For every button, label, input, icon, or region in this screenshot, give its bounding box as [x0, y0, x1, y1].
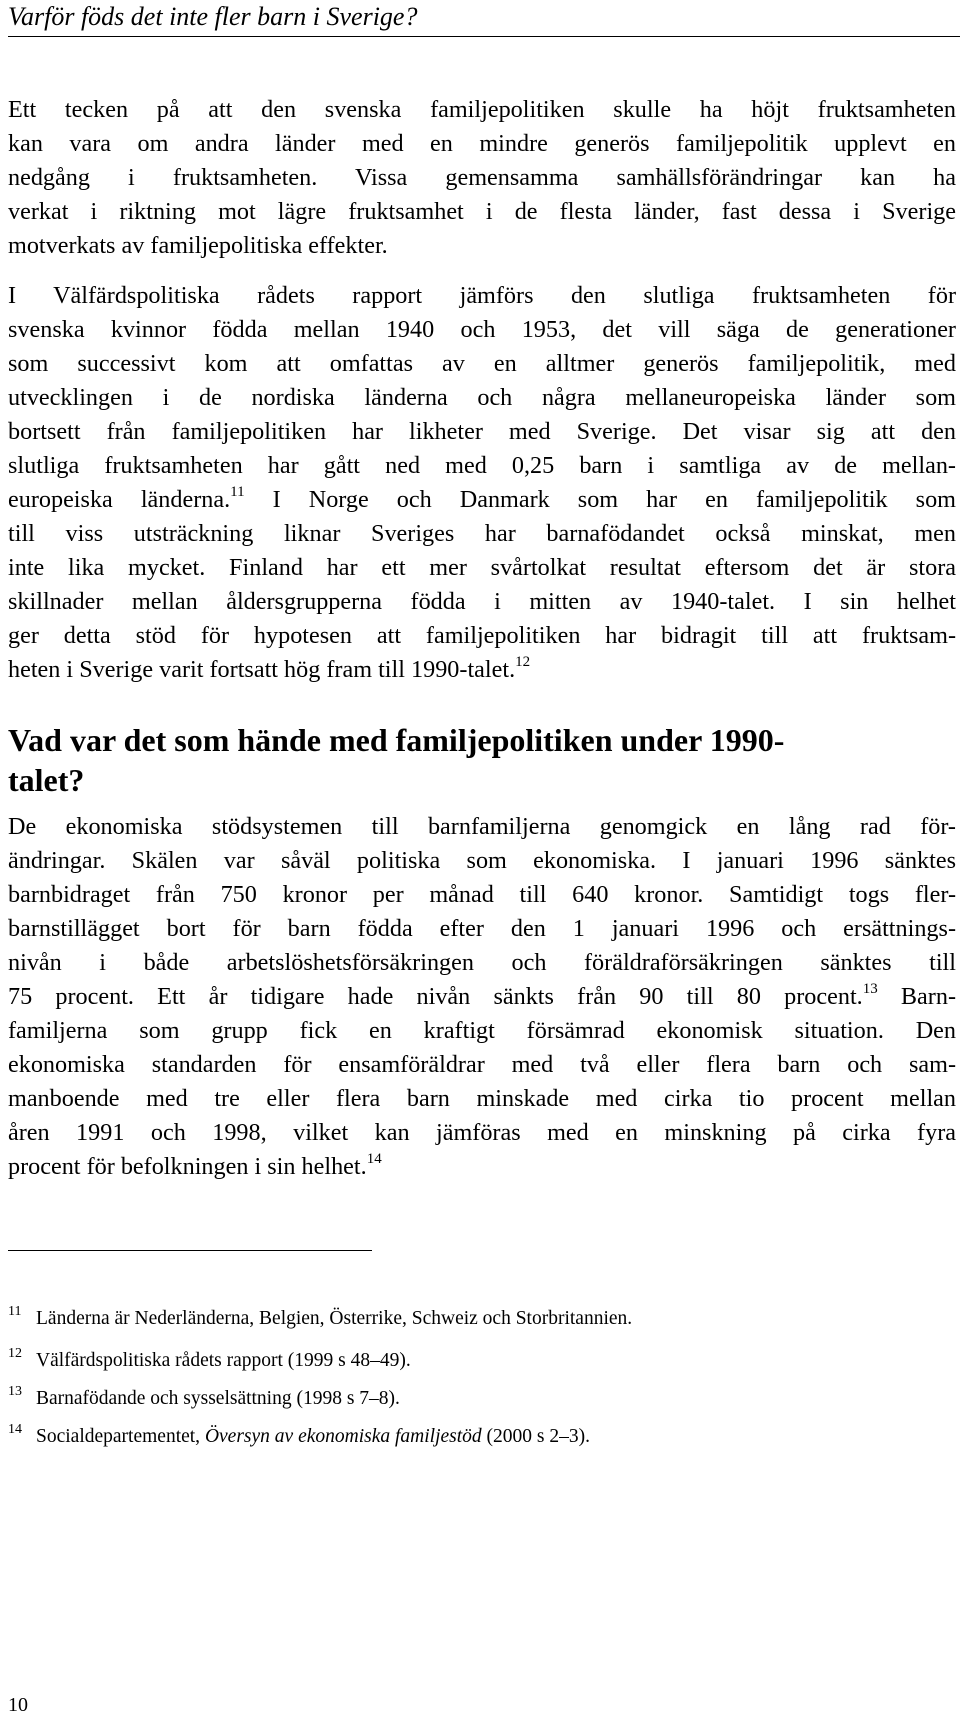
footnote-13 [8, 1386, 956, 1414]
running-header-title: Varför föds det inte fler barn i Sverige? [8, 2, 418, 31]
footnote-number: 13 [8, 1384, 22, 1399]
paragraph-2 [8, 279, 956, 687]
footnote-ref-12[interactable]: 12 [515, 653, 531, 670]
paragraph-line: verkat i riktning mot lägre fruktsamhet i de flesta länder, fast dessa i Sverige [8, 198, 956, 225]
paragraph-line [8, 1150, 956, 1184]
paragraph-line: De ekonomiska stödsystemen till barnfamiljerna genomgick en lång rad för- [8, 813, 956, 840]
footnote-text: (2000 s 2–3). [481, 1426, 590, 1447]
paragraph-line: barnbidraget från 750 kronor per månad till 640 kronor. Samtidigt togs fler- [8, 881, 956, 908]
footnote-text: Länderna är Nederländerna, Belgien, Österrike, Schweiz och Storbritannien. [36, 1308, 633, 1329]
paragraph-line: inte lika mycket. Finland har ett mer svårtolkat resultat eftersom det är stora [8, 554, 956, 581]
paragraph-line [8, 653, 956, 687]
paragraph-1 [8, 93, 956, 263]
footnote-text: Välfärdspolitiska rådets rapport (1999 s 48–49). [36, 1350, 411, 1371]
section-heading-line: talet? [8, 762, 85, 798]
paragraph-line: kan vara om andra länder med en mindre generös familjepolitik upplevt en [8, 130, 956, 157]
footnote-text: Socialdepartementet, [36, 1426, 205, 1447]
paragraph-line: som successivt kom att omfattas av en alltmer generös familjepolitik, med [8, 350, 956, 377]
paragraph-text: I Norge och Danmark som har en familjepolitik som [244, 486, 956, 513]
footnote-number: 11 [8, 1304, 22, 1319]
section-heading [8, 720, 958, 800]
footnote-number: 12 [8, 1346, 22, 1361]
section-heading-line: Vad var det som hände med familjepolitiken under 1990- [8, 722, 785, 758]
footnote-text: Barnafödande och sysselsättning (1998 s 7–8). [36, 1388, 400, 1409]
footnote-ref-13[interactable]: 13 [862, 980, 878, 997]
paragraph-line: ändringar. Skälen var såväl politiska som ekonomiska. I januari 1996 sänktes [8, 847, 956, 874]
footnote-number: 14 [8, 1422, 22, 1437]
paragraph-line: åren 1991 och 1998, vilket kan jämföras med en minskning på cirka fyra [8, 1119, 956, 1146]
running-header [8, 0, 960, 37]
paragraph-line: I Välfärdspolitiska rådets rapport jämförs den slutliga fruktsamheten för [8, 282, 956, 309]
paragraph-text: europeiska länderna. [8, 486, 231, 513]
paragraph-line: Ett tecken på att den svenska familjepolitiken skulle ha höjt fruktsamheten [8, 96, 956, 123]
footnote-title-italic: Översyn av ekonomiska familjestöd [204, 1426, 482, 1447]
footnote-12 [8, 1348, 956, 1376]
paragraph-line: manboende med tre eller flera barn minskade med cirka tio procent mellan [8, 1085, 956, 1112]
paragraph-line: skillnader mellan åldersgrupperna födda i mitten av 1940-talet. I sin helhet [8, 588, 956, 615]
paragraph-line: svenska kvinnor födda mellan 1940 och 1953, det vill säga de generationer [8, 316, 956, 343]
paragraph-line: nivån i både arbetslöshetsförsäkringen och föräldraförsäkringen sänktes till [8, 949, 956, 976]
footnote-divider [8, 1250, 372, 1251]
paragraph-line: familjerna som grupp fick en kraftigt försämrad ekonomisk situation. Den [8, 1017, 956, 1044]
paragraph-line: ekonomiska standarden för ensamföräldrar med två eller flera barn och sam- [8, 1051, 956, 1078]
paragraph-text: 75 procent. Ett år tidigare hade nivån sänkts från 90 till 80 procent. [8, 983, 863, 1010]
paragraph-line: utvecklingen i de nordiska länderna och några mellaneuropeiska länder som [8, 384, 956, 411]
footnote-14 [8, 1424, 956, 1452]
paragraph-3 [8, 810, 956, 1184]
paragraph-text: Barn- [877, 983, 956, 1010]
paragraph-text: procent för befolkningen i sin helhet. [8, 1153, 367, 1180]
paragraph-line: slutliga fruktsamheten har gått ned med 0,25 barn i samtliga av de mellan- [8, 452, 956, 479]
paragraph-line: nedgång i fruktsamheten. Vissa gemensamma samhällsförändringar kan ha [8, 164, 956, 191]
footnote-ref-11[interactable]: 11 [230, 483, 245, 500]
paragraph-line: motverkats av familjepolitiska effekter. [8, 232, 388, 259]
paragraph-line: till viss utsträckning liknar Sveriges har barnafödandet också minskat, men [8, 520, 956, 547]
paragraph-line: ger detta stöd för hypotesen att familjepolitiken har bidragit till att fruktsam- [8, 622, 956, 649]
paragraph-text: heten i Sverige varit fortsatt hög fram till 1990-talet. [8, 656, 516, 683]
page-number: 10 [8, 1694, 28, 1716]
footnote-11 [8, 1306, 956, 1334]
paragraph-line [8, 980, 956, 1014]
paragraph-line [8, 483, 956, 517]
paragraph-line: barnstillägget bort för barn födda efter den 1 januari 1996 och ersättnings- [8, 915, 956, 942]
footnote-ref-14[interactable]: 14 [366, 1150, 382, 1167]
paragraph-line: bortsett från familjepolitiken har likheter med Sverige. Det visar sig att den [8, 418, 956, 445]
